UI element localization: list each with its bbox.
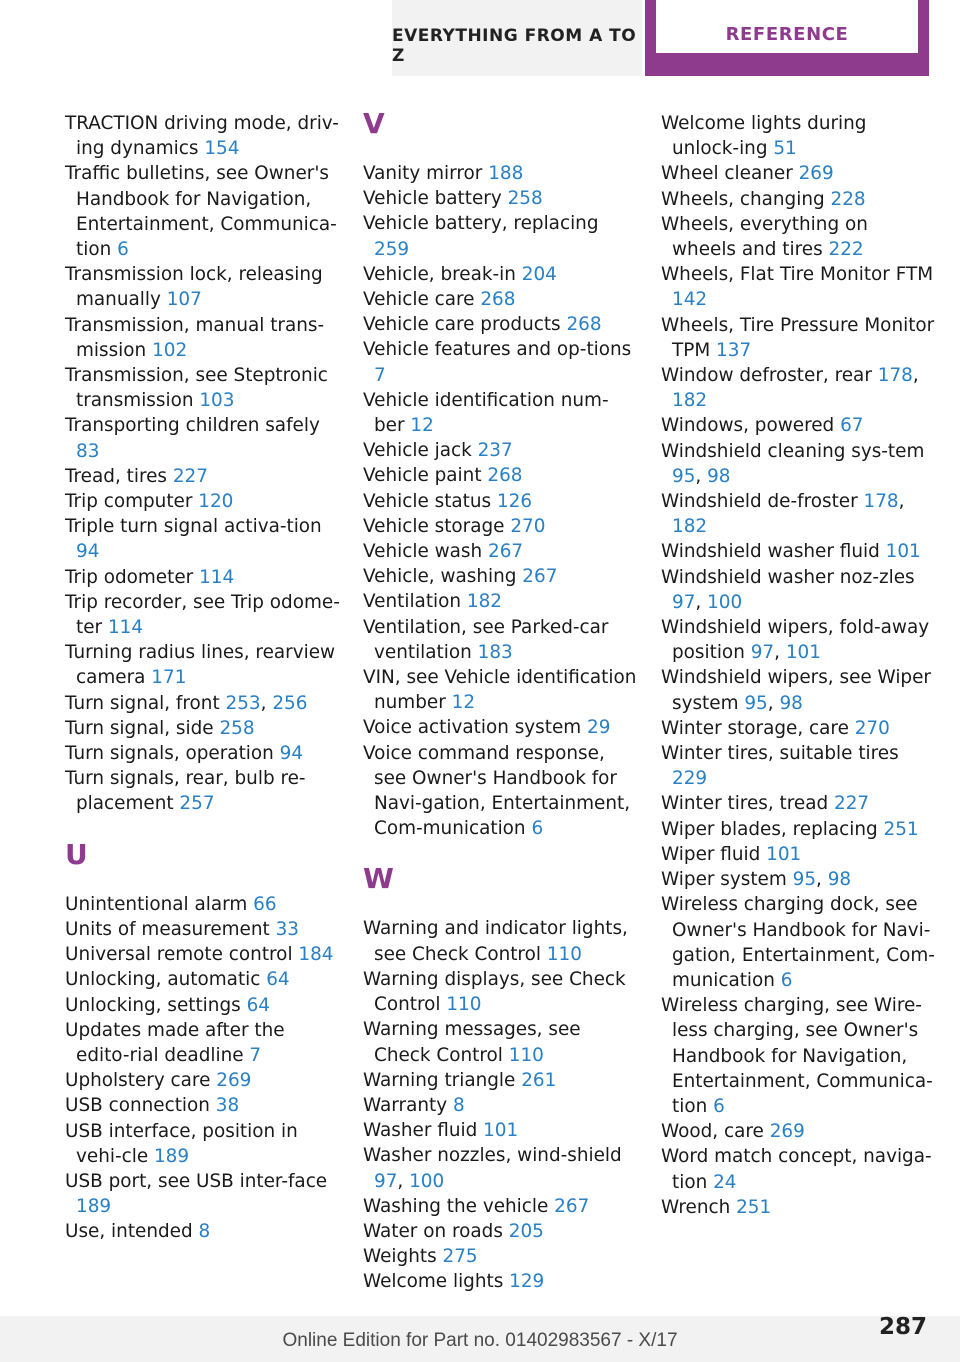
index-entry <box>661 262 936 312</box>
page-separator: , <box>695 591 708 613</box>
index-entry <box>65 363 340 413</box>
page-link[interactable]: 270 <box>854 717 890 739</box>
index-entry <box>363 1068 638 1093</box>
index-entry-term: Vanity mirror <box>363 163 489 184</box>
index-entry-term: Washer fluid <box>363 1120 484 1142</box>
page-link[interactable]: 101 <box>785 642 821 664</box>
index-entry <box>65 1119 340 1169</box>
page-link[interactable]: 95 <box>744 692 768 714</box>
page-link[interactable]: 251 <box>736 1196 772 1218</box>
index-entry-term: Windshield washer fluid <box>661 541 886 563</box>
page-link[interactable]: 268 <box>566 314 602 336</box>
index-entry <box>65 1219 340 1244</box>
index-entry <box>363 589 638 614</box>
page-link[interactable]: 275 <box>442 1246 478 1268</box>
chapter-tab-label: REFERENCE <box>725 24 849 45</box>
page-link[interactable]: 259 <box>374 238 410 260</box>
page-separator: , <box>695 465 708 487</box>
index-entry <box>363 715 638 740</box>
page-link[interactable]: 154 <box>204 138 240 160</box>
page-link[interactable]: 142 <box>672 289 708 311</box>
index-entry <box>65 514 340 564</box>
index-entry <box>661 565 936 615</box>
index-entry <box>65 942 340 967</box>
page-link[interactable]: 97 <box>374 1170 398 1192</box>
index-entry-term: Windshield washer noz-zles <box>661 566 915 588</box>
edition-note: Online Edition for Part no. 01402983567 - X/17 <box>282 1330 678 1351</box>
index-entry-term: Wheels, Flat Tire Monitor FTM <box>661 264 934 286</box>
index-entry <box>65 1169 340 1219</box>
chapter-tab-label-box <box>656 0 918 53</box>
index-entry-term: Windshield wipers, fold-away position <box>661 617 930 664</box>
section-letter: V <box>363 107 385 140</box>
index-entry-term: Use, intended <box>65 1221 199 1243</box>
page-link[interactable]: 204 <box>521 263 557 285</box>
index-entry <box>363 262 638 287</box>
index-entry-term: Wireless charging dock, see Owner's Handbook for Navi-gation, Entertainment, Com-munication <box>661 894 935 991</box>
index-entry-term: Vehicle care products <box>363 314 567 336</box>
page-link[interactable]: 228 <box>830 188 866 210</box>
index-entry <box>661 161 936 186</box>
index-entry <box>363 1093 638 1118</box>
index-entry <box>661 892 936 993</box>
index-entry-term: Wireless charging, see Wire-less charging, see Owner's Handbook for Navigation, Entertainment, Communica-tion <box>661 995 933 1117</box>
page-link[interactable]: 188 <box>488 163 524 184</box>
index-entry-term: Wheels, changing <box>661 188 831 210</box>
index-entry-term: Transmission, manual trans-mission <box>65 314 325 361</box>
index-entry-term: Turn signals, operation <box>65 743 280 765</box>
index-entry <box>65 1018 340 1068</box>
page-link[interactable]: 267 <box>488 541 524 563</box>
index-entry-term: Window defroster, rear <box>661 365 878 387</box>
page-link[interactable]: 83 <box>76 440 100 462</box>
page-link[interactable]: 101 <box>885 541 921 563</box>
index-entry <box>65 640 340 690</box>
index-entry-term: Wheel cleaner <box>661 163 799 185</box>
index-entry-term: Transmission lock, releasing manually <box>65 264 323 311</box>
page-link[interactable]: 67 <box>840 415 864 437</box>
index-entry-term: Vehicle storage <box>363 515 511 537</box>
page-link[interactable]: 6 <box>117 239 129 261</box>
page-link[interactable]: 267 <box>522 566 558 588</box>
index-entry-term: Trip computer <box>65 491 199 513</box>
index-entry <box>65 590 340 640</box>
page-link[interactable]: 269 <box>216 1070 252 1092</box>
page-link[interactable]: 257 <box>179 793 215 815</box>
page-link[interactable]: 97 <box>750 642 775 664</box>
index-entry <box>363 186 638 211</box>
index-entry-term: Turn signals, rear, bulb re-placement <box>65 768 306 815</box>
index-entry-term: Winter tires, suitable tires <box>661 743 899 765</box>
page-link[interactable]: 268 <box>487 465 523 487</box>
index-entry-term: Voice activation system <box>363 717 588 739</box>
page-link[interactable]: 183 <box>477 641 513 663</box>
page-separator: , <box>260 692 273 714</box>
page-link[interactable]: 29 <box>587 717 611 739</box>
index-entry <box>661 665 936 715</box>
page-link[interactable]: 182 <box>672 516 708 538</box>
index-entry <box>661 741 936 791</box>
page-link[interactable]: 270 <box>510 515 546 537</box>
index-entry <box>363 741 638 842</box>
index-column-1 <box>65 111 340 1245</box>
index-entry-term: Winter tires, tread <box>661 793 835 815</box>
index-entry-term: Wiper system <box>661 869 793 891</box>
index-entry-term: Unlocking, automatic <box>65 969 267 991</box>
page-link[interactable]: 114 <box>107 617 144 639</box>
index-entry-term: Vehicle, washing <box>363 566 523 588</box>
index-entry <box>65 917 340 942</box>
index-entry <box>65 262 340 312</box>
page-link[interactable]: 258 <box>507 188 543 210</box>
page-separator: , <box>816 869 828 891</box>
index-entry <box>363 1118 638 1143</box>
index-entry-term: Warranty <box>363 1094 453 1116</box>
page-link[interactable]: 98 <box>827 869 852 891</box>
index-entry <box>65 1093 340 1118</box>
page-link[interactable]: 129 <box>509 1271 545 1293</box>
page-link[interactable]: 51 <box>773 138 797 160</box>
page-link[interactable]: 251 <box>883 818 919 840</box>
index-entry-term: Wrench <box>661 1196 737 1218</box>
page-link[interactable]: 98 <box>779 692 803 714</box>
page-separator: , <box>898 491 905 513</box>
page-separator: , <box>774 642 786 664</box>
index-entry <box>65 716 340 741</box>
index-entry <box>661 187 936 212</box>
index-entry <box>661 413 936 438</box>
page-link[interactable]: 229 <box>672 768 708 790</box>
index-entry <box>363 916 638 966</box>
index-entry <box>661 363 936 413</box>
index-entry-term: USB connection <box>65 1095 216 1117</box>
index-entry-term: Vehicle, break-in <box>363 263 522 285</box>
index-entry-term: Vehicle battery <box>363 188 508 210</box>
index-entry <box>65 111 340 161</box>
index-entry-term: USB interface, position in vehi-cle <box>65 1120 298 1167</box>
index-entry <box>363 967 638 1017</box>
page-separator: , <box>397 1170 410 1192</box>
page-link[interactable]: 171 <box>151 667 187 689</box>
index-entry-term: USB port, see USB inter-face <box>65 1170 328 1192</box>
index-entry-term: Updates made after the edito-rial deadline <box>65 1019 285 1066</box>
index-entry <box>65 1068 340 1093</box>
chapter-tab[interactable] <box>645 0 929 76</box>
index-entry-term: Vehicle care <box>363 289 481 311</box>
section-letter: W <box>363 862 394 896</box>
page-link[interactable]: 6 <box>531 818 544 840</box>
page-link[interactable]: 6 <box>780 969 793 991</box>
page-separator: , <box>912 365 919 387</box>
index-entry <box>363 539 638 564</box>
index-entry-term: Upholstery care <box>65 1070 217 1092</box>
index-entry-term: Windows, powered <box>661 415 841 437</box>
index-entry <box>65 489 340 514</box>
index-entry <box>661 439 936 489</box>
page-link[interactable]: 95 <box>792 869 817 891</box>
index-entry <box>363 161 638 186</box>
index-entry <box>65 993 340 1018</box>
index-entry-term: Turn signal, side <box>65 717 220 739</box>
index-entry-term: Vehicle wash <box>363 541 489 563</box>
page-link[interactable]: 222 <box>828 239 864 261</box>
index-entry <box>363 438 638 463</box>
page-link[interactable]: 100 <box>409 1170 445 1192</box>
index-entry <box>661 489 936 539</box>
index-entry <box>65 691 340 716</box>
index-entry <box>661 867 936 892</box>
page-link[interactable]: 227 <box>172 465 208 487</box>
index-entry <box>65 313 340 363</box>
index-entry <box>661 1195 936 1220</box>
index-entry-term: Warning displays, see Check Control <box>363 968 626 1016</box>
page-link[interactable]: 95 <box>672 465 696 487</box>
page-link[interactable]: 100 <box>707 591 743 613</box>
page-link[interactable]: 267 <box>554 1195 590 1217</box>
page-link[interactable]: 178 <box>877 365 913 387</box>
index-entry <box>661 716 936 741</box>
index-entry-term: Warning and indicator lights, see Check Control <box>363 918 628 965</box>
index-entry <box>363 337 638 387</box>
page-link[interactable]: 237 <box>477 440 513 462</box>
index-entry <box>661 1119 936 1144</box>
page-link[interactable]: 7 <box>249 1044 262 1066</box>
index-entry-term: Windshield cleaning sys-tem <box>661 440 925 462</box>
page-link[interactable]: 8 <box>452 1094 465 1116</box>
index-entry <box>363 388 638 438</box>
page-link[interactable]: 38 <box>215 1095 240 1117</box>
index-entry <box>363 1219 638 1244</box>
page-link[interactable]: 7 <box>374 364 386 386</box>
section-title: EVERYTHING FROM A TO Z <box>392 26 637 66</box>
page-link[interactable]: 12 <box>451 692 476 714</box>
index-entry-term: Warning triangle <box>363 1069 522 1091</box>
page-link[interactable]: 189 <box>76 1196 112 1218</box>
index-entry-term: Transporting children safely <box>65 415 320 437</box>
index-entry <box>363 211 638 261</box>
page-link[interactable]: 94 <box>279 743 304 765</box>
page-link[interactable]: 137 <box>716 339 752 361</box>
page-link[interactable]: 182 <box>672 390 708 412</box>
index-entry <box>661 539 936 564</box>
index-entry <box>363 287 638 312</box>
index-entry-term: Turn signal, front <box>65 692 226 714</box>
index-entry <box>661 842 936 867</box>
index-entry <box>661 212 936 262</box>
index-entry <box>65 766 340 816</box>
index-entry <box>363 312 638 337</box>
index-entry-term: Water on roads <box>363 1220 509 1242</box>
index-entry <box>363 489 638 514</box>
index-entry <box>65 161 340 262</box>
page-link[interactable]: 269 <box>769 1121 805 1143</box>
section-title-bar <box>392 0 642 76</box>
index-entry <box>661 313 936 363</box>
page-link[interactable]: 101 <box>483 1120 519 1142</box>
page-separator: , <box>767 692 780 714</box>
page-link[interactable]: 182 <box>466 591 503 613</box>
page-link[interactable]: 107 <box>166 289 202 311</box>
index-entry <box>363 564 638 589</box>
index-entry <box>65 741 340 766</box>
index-entry <box>363 1269 638 1294</box>
index-entry-term: Word match concept, naviga-tion <box>661 1146 932 1193</box>
index-entry-term: TRACTION driving mode, driv-ing dynamics <box>65 113 339 160</box>
page-link[interactable]: 24 <box>713 1171 737 1193</box>
index-entry-term: Weights <box>363 1246 443 1268</box>
index-entry <box>65 967 340 992</box>
page-link[interactable]: 184 <box>298 944 334 966</box>
index-entry <box>363 1143 638 1193</box>
index-entry-term: Wheels, everything on wheels and tires <box>661 213 868 261</box>
page-link[interactable]: 261 <box>521 1069 557 1091</box>
page-link[interactable]: 114 <box>199 566 235 588</box>
index-entry-term: Washing the vehicle <box>363 1195 555 1217</box>
index-entry-term: Universal remote control <box>65 944 299 966</box>
page-link[interactable]: 33 <box>275 918 299 940</box>
index-entry-term: Vehicle identification num-ber <box>363 389 609 437</box>
page-link[interactable]: 6 <box>713 1095 725 1117</box>
page-link[interactable]: 189 <box>153 1145 190 1167</box>
index-entry <box>661 993 936 1119</box>
index-entry-term: Warning messages, see Check Control <box>363 1019 581 1066</box>
page-link[interactable]: 227 <box>834 793 870 815</box>
page-link[interactable]: 97 <box>672 591 696 613</box>
index-entry-term: Welcome lights <box>363 1271 510 1293</box>
page-link[interactable]: 64 <box>266 969 290 991</box>
index-entry-term: Winter storage, care <box>661 717 855 739</box>
index-entry <box>661 1144 936 1194</box>
page-link[interactable]: 66 <box>253 893 277 915</box>
index-entry <box>363 615 638 665</box>
index-entry-term: Trip recorder, see Trip odome-ter <box>65 591 340 639</box>
index-entry-term: Ventilation <box>363 591 467 613</box>
index-entry <box>363 665 638 715</box>
index-entry <box>661 615 936 665</box>
index-entry <box>661 817 936 842</box>
index-entry-term: Unlocking, settings <box>65 994 247 1016</box>
index-entry <box>65 565 340 590</box>
index-entry-term: Units of measurement <box>65 918 276 940</box>
page-link[interactable]: 94 <box>76 541 100 563</box>
index-entry-term: Wiper blades, replacing <box>661 818 884 840</box>
page-link[interactable]: 110 <box>446 994 482 1016</box>
page-link[interactable]: 178 <box>863 491 899 513</box>
page-number: 287 <box>878 1314 927 1340</box>
page-link[interactable]: 205 <box>508 1220 544 1242</box>
page-link[interactable]: 268 <box>480 289 516 311</box>
index-entry <box>65 464 340 489</box>
index-entry-term: Ventilation, see Parked-car ventilation <box>363 616 609 663</box>
page-link[interactable]: 101 <box>766 843 802 865</box>
index-entry-term: Vehicle jack <box>363 440 478 462</box>
index-entry-term: Turning radius lines, rearview camera <box>65 642 336 689</box>
index-entry <box>363 1244 638 1269</box>
section-letter: U <box>65 837 88 871</box>
index-entry <box>65 892 340 917</box>
index-entry-term: Windshield wipers, see Wiper system <box>661 667 931 714</box>
index-entry-term: Unintentional alarm <box>65 893 254 915</box>
page-link[interactable]: 256 <box>272 692 308 714</box>
page-link[interactable]: 120 <box>198 491 234 513</box>
page-link[interactable]: 110 <box>546 943 582 965</box>
index-entry-term: Triple turn signal activa-tion <box>65 516 322 538</box>
index-entry-term: Washer nozzles, wind-shield <box>363 1145 622 1167</box>
page-link[interactable]: 98 <box>707 465 731 487</box>
index-column-2 <box>363 107 638 1295</box>
index-entry-term: Voice command response, see Owner's Handbook for Navi-gation, Entertainment, Com-munication <box>363 742 631 840</box>
page-link[interactable]: 64 <box>246 994 270 1016</box>
page-link[interactable]: 258 <box>219 717 255 739</box>
index-entry-term: Transmission, see Steptronic transmission <box>65 365 328 412</box>
index-entry-term: Vehicle paint <box>363 465 488 487</box>
index-entry-term: Wheels, Tire Pressure Monitor TPM <box>661 314 935 361</box>
page-link[interactable]: 253 <box>225 692 261 714</box>
index-entry <box>363 463 638 488</box>
index-entry-term: Welcome lights during unlock-ing <box>661 113 867 160</box>
index-entry-term: Vehicle features and op-tions <box>363 339 632 361</box>
page-link[interactable]: 103 <box>199 390 235 412</box>
page-link[interactable]: 126 <box>496 490 533 512</box>
index-entry-term: Trip odometer <box>65 566 200 588</box>
page-link[interactable]: 102 <box>152 339 188 361</box>
index-column-3 <box>661 111 936 1220</box>
page-link[interactable]: 110 <box>508 1044 544 1066</box>
index-entry-term: Wood, care <box>661 1121 770 1143</box>
index-entry-term: Tread, tires <box>65 465 173 487</box>
index-entry-term: Wiper fluid <box>661 843 767 865</box>
index-entry-term: Vehicle battery, replacing <box>363 213 599 235</box>
index-entry <box>363 514 638 539</box>
index-entry-term: Traffic bulletins, see Owner's Handbook for Navigation, Entertainment, Communica-tion <box>65 163 337 261</box>
index-entry-term: Windshield de-froster <box>661 491 864 513</box>
index-entry-term: Vehicle status <box>363 490 497 512</box>
index-entry <box>363 1017 638 1067</box>
index-entry-term: VIN, see Vehicle identification number <box>363 667 637 714</box>
page-link[interactable]: 12 <box>410 415 434 437</box>
page-link[interactable]: 269 <box>798 163 834 185</box>
index-entry <box>65 413 340 463</box>
index-entry <box>661 791 936 816</box>
index-entry <box>661 111 936 161</box>
page-link[interactable]: 8 <box>198 1221 211 1243</box>
index-entry <box>363 1194 638 1219</box>
